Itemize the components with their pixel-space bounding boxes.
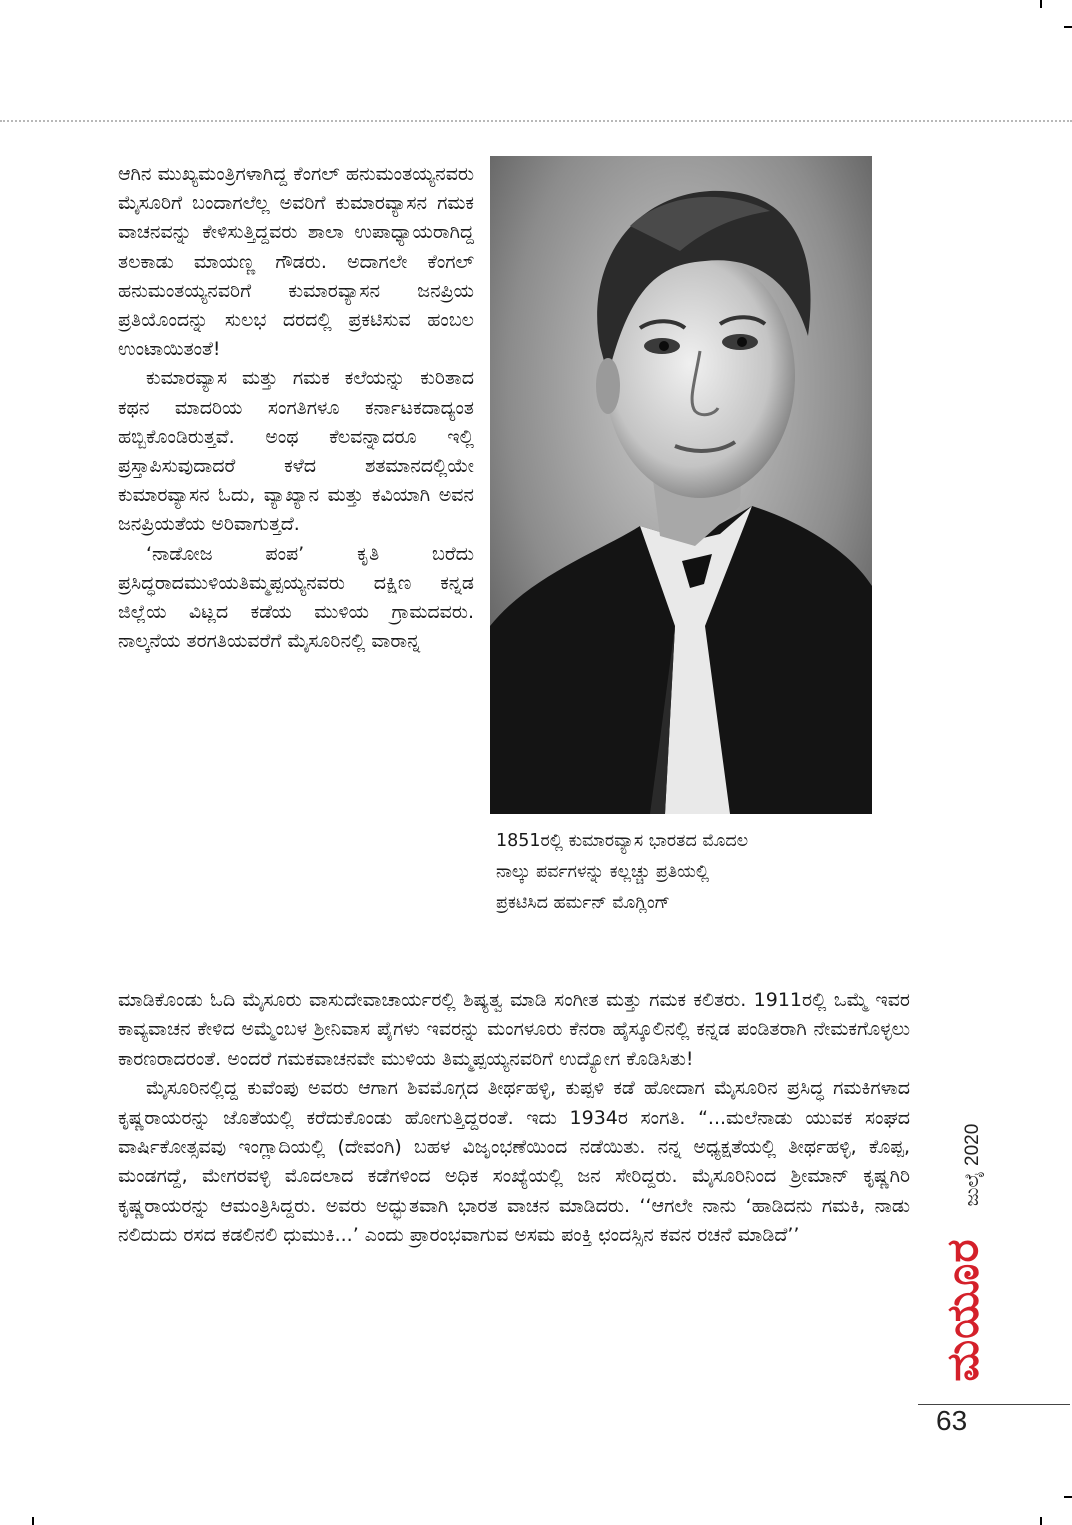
paragraph-1: ಆಗಿನ ಮುಖ್ಯಮಂತ್ರಿಗಳಾಗಿದ್ದ ಕೆಂಗಲ್ ಹನುಮಂತಯ್ಯನವರು ಮೈಸೂರಿಗೆ ಬಂದಾಗಲೆಲ್ಲ ಅವರಿಗೆ ಕುಮಾರವ್ಯಾಸನ ಗಮಕ ವಾಚನವನ್ನು ಕೇಳಿಸುತ್ತಿದ್ದವರು ಶಾಲಾ ಉಪಾಧ್ಯಾಯರಾಗಿದ್ದ ತಲಕಾಡು ಮಾಯಣ್ಣ ಗೌಡರು. ಅದಾಗಲೇ ಕೆಂಗಲ್ ಹನುಮಂತಯ್ಯನವರಿಗೆ ಕುಮಾರವ್ಯಾಸನ ಜನಪ್ರಿಯ ಪ್ರತಿಯೊಂದನ್ನು ಸುಲಭ ದರದಲ್ಲಿ ಪ್ರಕಟಿಸುವ ಹಂಬಲ ಉಂಟಾಯಿತಂತೆ! [118, 163, 474, 361]
issue-date [958, 1120, 988, 1210]
crop-mark-bottom-left [32, 1517, 34, 1525]
full-width-text [118, 986, 910, 1251]
crop-mark-top-right [1040, 0, 1042, 8]
photo-caption [496, 826, 876, 919]
caption-line-2: ನಾಲ್ಕು ಪರ್ವಗಳನ್ನು ಕಲ್ಲಚ್ಚು ಪ್ರತಿಯಲ್ಲಿ [496, 862, 710, 882]
issue-date-text: ಜುಲೈ 2020 [962, 1123, 983, 1207]
paragraph-3: ‘ನಾಡೋಜ ಪಂಪ’ ಕೃತಿ ಬರೆದು ಪ್ರಸಿದ್ಧರಾದಮುಳಿಯತಿಮ್ಮಪ್ಪಯ್ಯನವರು ದಕ್ಷಿಣ ಕನ್ನಡ ಜಿಲ್ಲೆಯ ವಿಟ್ಲದ ಕಡೆಯ ಮುಳಿಯ ಗ್ರಾಮದವರು. ನಾಲ್ಕನೆಯ ತರಗತಿಯವರೆಗೆ ಮೈಸೂರಿನಲ್ಲಿ ವಾರಾನ್ನ [118, 542, 474, 653]
caption-line-1: 1851ರಲ್ಲಿ ಕುಮಾರವ್ಯಾಸ ಭಾರತದ ಮೊದಲ [496, 831, 749, 851]
crop-mark-right-bottom [1064, 1496, 1072, 1498]
paragraph-2: ಕುಮಾರವ್ಯಾಸ ಮತ್ತು ಗಮಕ ಕಲೆಯನ್ನು ಕುರಿತಾದ ಕಥನ ಮಾದರಿಯ ಸಂಗತಿಗಳೂ ಕರ್ನಾಟಕದಾದ್ಯಂತ ಹಬ್ಬಿಕೊಂಡಿರುತ್ತವೆ. ಅಂಥ ಕೆಲವನ್ನಾದರೂ ಇಲ್ಲಿ ಪ್ರಸ್ತಾಪಿಸುವುದಾದರೆ ಕಳೆದ ಶತಮಾನದಲ್ಲಿಯೇ ಕುಮಾರವ್ಯಾಸನ ಓದು, ವ್ಯಾಖ್ಯಾನ ಮತ್ತು ಕವಿಯಾಗಿ ಅವನ ಜನಪ್ರಿಯತೆಯ ಅರಿವಾಗುತ್ತದೆ. [118, 367, 474, 536]
crop-mark-bottom-right [1040, 1517, 1042, 1525]
header-dotted-rule [0, 120, 1072, 122]
portrait-photo [490, 156, 872, 814]
magazine-logo-text: ಮಯೂರ [937, 1238, 989, 1382]
magazine-logo [928, 1225, 998, 1395]
crop-mark-right-top [1064, 26, 1072, 28]
paragraph-5: ಮೈಸೂರಿನಲ್ಲಿದ್ದ ಕುವೆಂಪು ಅವರು ಆಗಾಗ ಶಿವಮೊಗ್ಗದ ತೀರ್ಥಹಳ್ಳಿ, ಕುಪ್ಪಳಿ ಕಡೆ ಹೋದಾಗ ಮೈಸೂರಿನ ಪ್ರಸಿದ್ಧ ಗಮಕಿಗಳಾದ ಕೃಷ್ಣರಾಯರನ್ನು ಜೊತೆಯಲ್ಲಿ ಕರೆದುಕೊಂಡು ಹೋಗುತ್ತಿದ್ದರಂತೆ. ಇದು 1934ರ ಸಂಗತಿ. “...ಮಲೆನಾಡು ಯುವಕ ಸಂಘದ ವಾರ್ಷಿಕೋತ್ಸವವು ಇಂಗ್ಲಾದಿಯಲ್ಲಿ (ದೇವಂಗಿ) ಬಹಳ ವಿಜೃಂಭಣೆಯಿಂದ ನಡೆಯಿತು. ನನ್ನ ಅಧ್ಯಕ್ಷತೆಯಲ್ಲಿ ತೀರ್ಥಹಳ್ಳಿ, ಕೊಪ್ಪ, ಮಂಡಗದ್ದೆ, ಮೇಗರವಳ್ಳಿ ಮೊದಲಾದ ಕಡೆಗಳಿಂದ ಅಧಿಕ ಸಂಖ್ಯೆಯಲ್ಲಿ ಜನ ಸೇರಿದ್ದರು. ಮೈಸೂರಿನಿಂದ ಶ್ರೀಮಾನ್ ಕೃಷ್ಣಗಿರಿ ಕೃಷ್ಣರಾಯರನ್ನು ಆಮಂತ್ರಿಸಿದ್ದರು. ಅವರು ಅದ್ಭುತವಾಗಿ ಭಾರತ ವಾಚನ ಮಾಡಿದರು. ‘‘ಆಗಲೇ ನಾನು ‘ಹಾಡಿದನು ಗಮಕಿ, ನಾಡು ನಲಿದುದು ರಸದ ಕಡಲಿನಲಿ ಧುಮುಕಿ...’ ಎಂದು ಪ್ರಾರಂಭವಾಗುವ ಅಸಮ ಪಂಕ್ತಿ ಛಂದಸ್ಸಿನ ಕವನ ರಚನೆ ಮಾಡಿದೆ’’ [118, 1077, 910, 1247]
caption-line-3: ಪ್ರಕಟಿಸಿದ ಹರ್ಮನ್ ಮೊಗ್ಲಿಂಗ್ [496, 893, 670, 913]
paragraph-4: ಮಾಡಿಕೊಂಡು ಓದಿ ಮೈಸೂರು ವಾಸುದೇವಾಚಾರ್ಯರಲ್ಲಿ ಶಿಷ್ಯತ್ವ ಮಾಡಿ ಸಂಗೀತ ಮತ್ತು ಗಮಕ ಕಲಿತರು. 1911ರಲ್ಲಿ ಒಮ್ಮೆ ಇವರ ಕಾವ್ಯವಾಚನ ಕೇಳಿದ ಅಮ್ಮೆಂಬಳ ಶ್ರೀನಿವಾಸ ಪೈಗಳು ಇವರನ್ನು ಮಂಗಳೂರು ಕೆನರಾ ಹೈಸ್ಕೂಲಿನಲ್ಲಿ ಕನ್ನಡ ಪಂಡಿತರಾಗಿ ನೇಮಕಗೊಳ್ಳಲು ಕಾರಣರಾದರಂತೆ. ಅಂದರೆ ಗಮಕವಾಚನವೇ ಮುಳಿಯ ತಿಮ್ಮಪ್ಪಯ್ಯನವರಿಗೆ ಉದ್ಯೋಗ ಕೊಡಿಸಿತು! [118, 989, 910, 1070]
page-number: 63 [936, 1405, 968, 1436]
left-text-column [118, 160, 474, 656]
